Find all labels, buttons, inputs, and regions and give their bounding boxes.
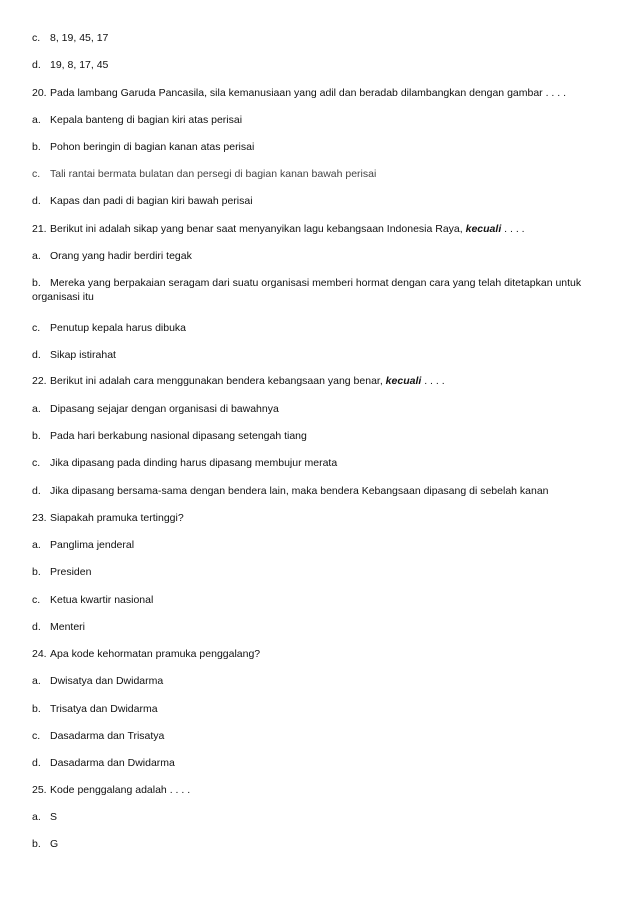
option-label: a. — [32, 403, 41, 415]
option-d — [32, 58, 108, 72]
question-text: Pada lambang Garuda Pancasila, sila kemanusiaan yang adil dan beradab dilambangkan dengan gambar . . . . — [50, 87, 567, 99]
option-d — [32, 484, 549, 498]
kecuali-emphasis: kecuali — [385, 375, 422, 387]
option-label: b. — [32, 838, 41, 850]
question-24 — [32, 647, 260, 661]
option-text: Dasadarma dan Trisatya — [50, 730, 165, 742]
question-ellipsis: . . . . — [421, 375, 445, 387]
option-text: Presiden — [50, 566, 92, 578]
question-21 — [32, 222, 525, 236]
option-text: Kepala banteng di bagian kiri atas perisai — [50, 114, 243, 126]
option-text: G — [50, 838, 59, 850]
option-c — [32, 321, 186, 335]
option-a — [32, 810, 57, 824]
question-text: Apa kode kehormatan pramuka penggalang? — [50, 648, 261, 660]
option-b — [32, 276, 612, 304]
option-text: Jika dipasang bersama-sama dengan bendera lain, maka bendera Kebangsaan dipasang di sebelah kanan — [50, 485, 549, 497]
option-c — [32, 593, 153, 607]
option-label: d. — [32, 621, 41, 633]
option-a — [32, 113, 242, 127]
option-b — [32, 837, 58, 851]
option-text: Jika dipasang pada dinding harus dipasang membujur merata — [50, 457, 338, 469]
question-text: Kode penggalang adalah . . . . — [50, 784, 191, 796]
option-d — [32, 194, 253, 208]
option-text: Orang yang hadir berdiri tegak — [50, 250, 192, 262]
option-label: d. — [32, 349, 41, 361]
option-text: Dasadarma dan Dwidarma — [50, 757, 175, 769]
option-text: 19, 8, 17, 45 — [50, 59, 109, 71]
question-text: Berikut ini adalah sikap yang benar saat menyanyikan lagu kebangsaan Indonesia Raya, — [50, 223, 463, 235]
option-text: 8, 19, 45, 17 — [50, 32, 109, 44]
option-label: b. — [32, 430, 41, 442]
option-b — [32, 429, 307, 443]
option-label: b. — [32, 141, 41, 153]
option-text: Panglima jenderal — [50, 539, 135, 551]
option-text: Dwisatya dan Dwidarma — [50, 675, 164, 687]
question-ellipsis: . . . . — [501, 223, 525, 235]
question-number: 24. — [32, 648, 47, 660]
option-label: c. — [32, 32, 41, 44]
option-label: c. — [32, 457, 41, 469]
option-text: Tali rantai bermata bulatan dan persegi di bagian kanan bawah perisai — [50, 168, 377, 180]
option-text: Sikap istirahat — [50, 349, 116, 361]
option-label: a. — [32, 114, 41, 126]
option-label: c. — [32, 594, 41, 606]
question-text: Berikut ini adalah cara menggunakan bendera kebangsaan yang benar, — [50, 375, 383, 387]
option-b — [32, 702, 158, 716]
question-23 — [32, 511, 184, 525]
option-label: a. — [32, 675, 41, 687]
option-d — [32, 620, 85, 634]
option-a — [32, 674, 163, 688]
option-d — [32, 756, 175, 770]
option-label: c. — [32, 322, 41, 334]
option-text: Penutup kepala harus dibuka — [50, 322, 187, 334]
option-c — [32, 31, 108, 45]
option-label: a. — [32, 250, 41, 262]
option-label: b. — [32, 566, 41, 578]
option-text: Dipasang sejajar dengan organisasi di bawahnya — [50, 403, 279, 415]
question-20 — [32, 86, 566, 100]
question-number: 22. — [32, 375, 47, 387]
option-b — [32, 565, 91, 579]
option-a — [32, 402, 279, 416]
option-label: d. — [32, 757, 41, 769]
option-text: Kapas dan padi di bagian kiri bawah perisai — [50, 195, 253, 207]
option-text: Pohon beringin di bagian kanan atas perisai — [50, 141, 255, 153]
option-text: Mereka yang berpakaian seragam dari suatu organisasi memberi hormat dengan cara yang telah ditetapkan untuk organisasi itu — [32, 277, 582, 303]
question-22 — [32, 374, 445, 388]
option-label: d. — [32, 485, 41, 497]
option-label: b. — [32, 703, 41, 715]
question-25 — [32, 783, 190, 797]
option-a — [32, 249, 192, 263]
option-d — [32, 348, 116, 362]
option-c — [32, 456, 337, 470]
option-c — [32, 729, 164, 743]
option-label: d. — [32, 59, 41, 71]
question-number: 25. — [32, 784, 47, 796]
option-label: b. — [32, 277, 41, 289]
option-text: Trisatya dan Dwidarma — [50, 703, 158, 715]
question-number: 21. — [32, 223, 47, 235]
option-a — [32, 538, 134, 552]
kecuali-emphasis: kecuali — [465, 223, 502, 235]
option-text: Menteri — [50, 621, 86, 633]
option-c — [32, 167, 376, 181]
option-b — [32, 140, 254, 154]
option-label: a. — [32, 539, 41, 551]
option-label: c. — [32, 730, 41, 742]
question-text: Siapakah pramuka tertinggi? — [50, 512, 184, 524]
question-number: 23. — [32, 512, 47, 524]
option-label: d. — [32, 195, 41, 207]
option-text: Pada hari berkabung nasional dipasang setengah tiang — [50, 430, 307, 442]
option-text: S — [50, 811, 58, 823]
option-label: a. — [32, 811, 41, 823]
question-number: 20. — [32, 87, 47, 99]
option-label: c. — [32, 168, 41, 180]
option-text: Ketua kwartir nasional — [50, 594, 154, 606]
